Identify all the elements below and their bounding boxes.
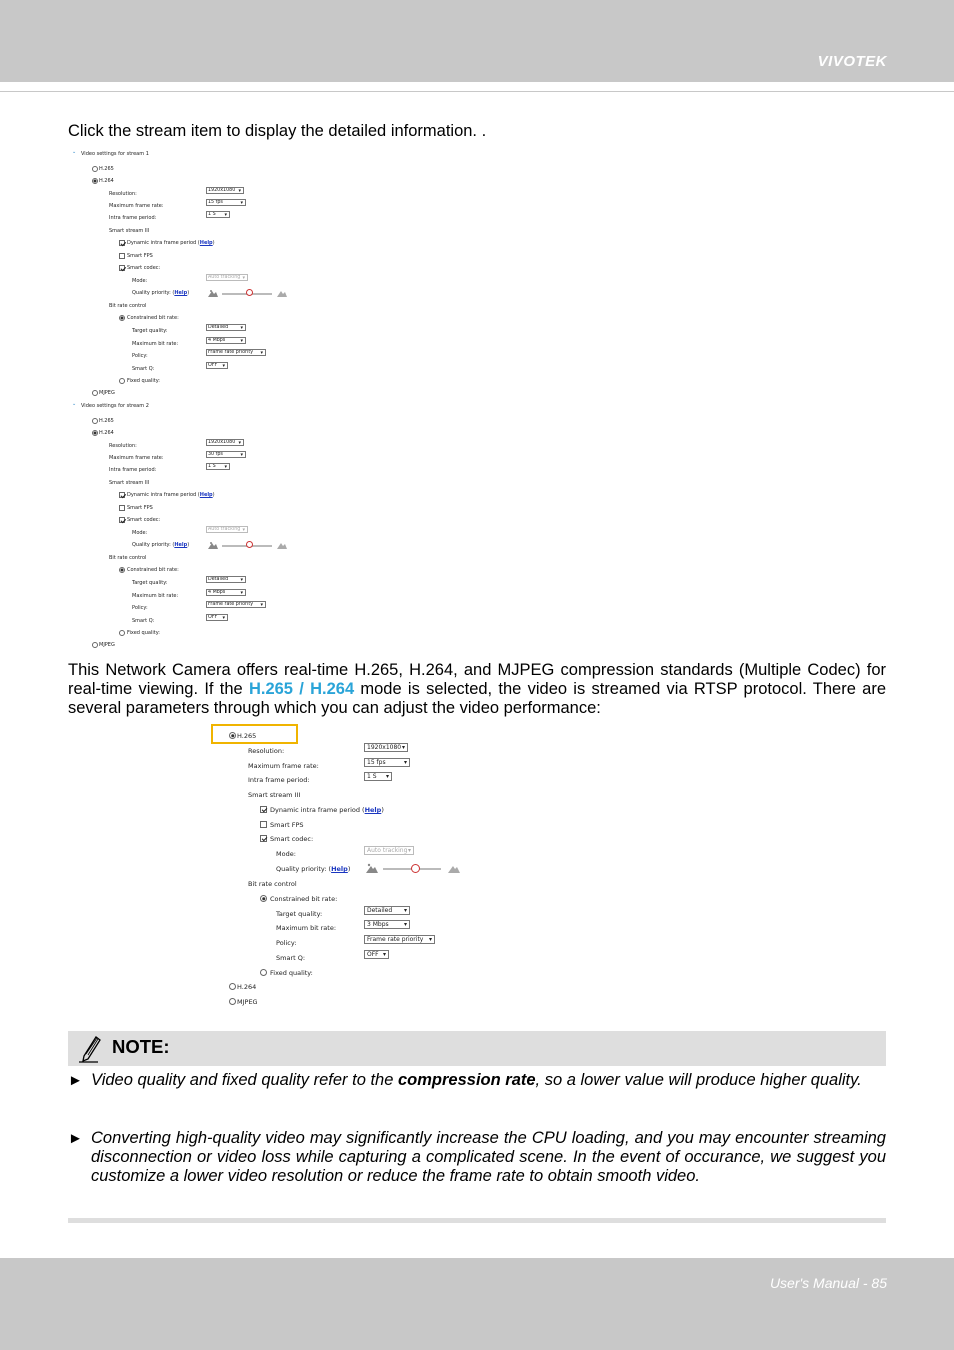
chevron-down-icon: ▾ (238, 188, 241, 194)
chevron-down-icon: ▾ (407, 847, 411, 854)
chevron-down-icon: ▾ (240, 452, 243, 458)
chevron-down-icon: ▾ (240, 577, 243, 583)
mountain-small-icon (208, 289, 218, 297)
bottom-divider (68, 1218, 886, 1223)
chevron-down-icon: ▾ (224, 464, 227, 470)
smart-codec-label: Smart codec: (127, 265, 161, 271)
smart-q-select[interactable]: OFF ▾ (364, 950, 389, 959)
policy-label: Policy: (132, 605, 148, 611)
frame-rate-select[interactable]: 30 fps ▾ (206, 451, 246, 458)
help-link[interactable]: Help (331, 865, 348, 873)
h265-label: H.265 (99, 166, 114, 172)
resolution-label: Resolution: (248, 747, 285, 755)
header-divider (0, 91, 954, 92)
policy-select[interactable]: Frame rate priority ▾ (206, 349, 266, 356)
quality-priority-label: Quality priority: (Help) (132, 542, 190, 548)
dynamic-intra-label: Dynamic intra frame period (Help) (127, 492, 215, 498)
frame-rate-select[interactable]: 15 fps ▾ (206, 199, 246, 206)
chevron-down-icon: ▾ (222, 615, 225, 621)
constrained-bit-rate-radio[interactable] (260, 895, 267, 902)
smart-fps-label: Smart FPS (270, 821, 304, 829)
note-bar (68, 1031, 886, 1066)
mode-select[interactable]: Auto tracking ▾ (206, 274, 248, 281)
slider-handle[interactable] (246, 541, 253, 548)
frame-rate-label: Maximum frame rate: (109, 455, 164, 461)
smart-codec-label: Smart codec: (127, 517, 161, 523)
chevron-down-icon: ▾ (260, 602, 263, 608)
frame-rate-select[interactable]: 15 fps ▾ (364, 758, 410, 767)
stream2-title[interactable]: Video settings for stream 2 (81, 403, 149, 409)
h264-radio[interactable] (92, 178, 98, 184)
target-quality-select[interactable]: Detailed ▾ (206, 324, 246, 331)
smart-q-label: Smart Q: (132, 618, 155, 624)
h264-radio[interactable] (229, 983, 236, 990)
chevron-down-icon: ▾ (403, 907, 407, 914)
quality-priority-label: Quality priority: (Help) (276, 865, 351, 873)
target-quality-label: Target quality: (132, 580, 168, 586)
mjpeg-label: MJPEG (237, 998, 258, 1006)
mode-select[interactable]: Auto tracking ▾ (364, 846, 414, 855)
intra-period-label: Intra frame period: (248, 776, 310, 784)
chevron-down-icon[interactable]: ⌄ (72, 401, 77, 407)
h264-label: H.264 (237, 983, 257, 991)
dynamic-intra-checkbox[interactable] (260, 806, 267, 813)
fixed-quality-label: Fixed quality: (270, 969, 313, 977)
intra-period-label: Intra frame period: (109, 467, 157, 473)
page-number: User's Manual - 85 (769, 1275, 887, 1291)
bullet-arrow-icon: ► (68, 1072, 83, 1089)
mountain-large-icon (448, 863, 460, 873)
resolution-select[interactable]: 1920x1080 ▾ (364, 743, 408, 752)
chevron-down-icon: ▾ (242, 275, 245, 281)
smart-stream-label: Smart stream III (109, 228, 150, 234)
intra-period-label: Intra frame period: (109, 215, 157, 221)
page-footer (0, 1258, 954, 1350)
h265-radio[interactable] (92, 418, 98, 424)
slider-handle[interactable] (246, 289, 253, 296)
description-paragraph: This Network Camera offers real-time H.265, H.264, and MJPEG compression standards (Multiple Codec) for real-time viewing. If the H.265 / H.264 mode is selected, the video is streamed via RTSP protocol. There are several parameters through which you can adjust the video performance: (68, 661, 887, 717)
smart-codec-label: Smart codec: (270, 835, 314, 843)
smart-codec-checkbox[interactable] (119, 265, 125, 271)
mountain-large-icon (277, 541, 287, 549)
constrained-bit-rate-radio[interactable] (119, 315, 125, 321)
page-header (0, 0, 954, 82)
h265-radio[interactable] (229, 732, 236, 739)
max-bit-rate-label: Maximum bit rate: (132, 341, 179, 347)
chevron-down-icon: ▾ (403, 921, 407, 928)
h265-label: H.265 (237, 732, 257, 740)
smart-q-select[interactable]: OFF ▾ (206, 614, 228, 621)
note-title: NOTE: (112, 1036, 170, 1057)
fixed-quality-radio[interactable] (119, 378, 125, 384)
intro-text: Click the stream item to display the detailed information. . (68, 122, 487, 140)
policy-label: Policy: (132, 353, 148, 359)
fixed-quality-label: Fixed quality: (127, 630, 160, 636)
note-bullet-2: ► Converting high-quality video may significantly increase the CPU loading, and you may encounter streaming disconnection or video loss while capturing a complicated scene. In the event of occurance, we suggest you customize a lower video resolution or reduce the frame rate to obtain smooth video. (68, 1129, 886, 1185)
chevron-down-icon: ▾ (224, 212, 227, 218)
help-link[interactable]: Help (199, 492, 213, 498)
constrained-bit-rate-label: Constrained bit rate: (127, 315, 179, 321)
intra-period-select[interactable]: 1 S ▾ (206, 211, 230, 218)
h264-label: H.264 (99, 430, 114, 436)
fixed-quality-radio[interactable] (260, 969, 267, 976)
bit-rate-control-label: Bit rate control (248, 880, 297, 888)
chevron-down-icon: ▾ (260, 350, 263, 356)
smart-q-label: Smart Q: (132, 366, 155, 372)
mjpeg-label: MJPEG (99, 390, 115, 396)
smart-stream-label: Smart stream III (109, 480, 150, 486)
policy-select[interactable]: Frame rate priority ▾ (206, 601, 266, 608)
mountain-large-icon (277, 289, 287, 297)
target-quality-select[interactable]: Detailed ▾ (206, 576, 246, 583)
target-quality-label: Target quality: (276, 910, 323, 918)
mjpeg-radio[interactable] (92, 390, 98, 396)
smart-q-select[interactable]: OFF ▾ (206, 362, 228, 369)
policy-label: Policy: (276, 939, 297, 947)
mjpeg-radio[interactable] (92, 642, 98, 648)
resolution-select[interactable]: 1920x1080 ▾ (206, 439, 244, 446)
slider-handle[interactable] (411, 864, 420, 873)
bit-rate-control-label: Bit rate control (109, 555, 147, 561)
smart-fps-checkbox[interactable] (260, 821, 267, 828)
note-bullet-1: ► Video quality and fixed quality refer to the compression rate, so a lower value will produce higher quality. (68, 1071, 862, 1089)
intra-period-select[interactable]: 1 S ▾ (364, 772, 392, 781)
help-link[interactable]: Help (174, 290, 188, 296)
constrained-bit-rate-label: Constrained bit rate: (127, 567, 179, 573)
chevron-down-icon: ▾ (428, 936, 432, 943)
smart-fps-label: Smart FPS (127, 505, 153, 511)
mode-label: Mode: (132, 530, 148, 536)
constrained-bit-rate-radio[interactable] (119, 567, 125, 573)
h265-label: H.265 (99, 418, 114, 424)
mode-label: Mode: (132, 278, 148, 284)
max-bit-rate-label: Maximum bit rate: (132, 593, 179, 599)
chevron-down-icon: ▾ (385, 773, 389, 780)
constrained-bit-rate-label: Constrained bit rate: (270, 895, 338, 903)
codec-highlight: H.265 / H.264 (248, 680, 355, 698)
h264-label: H.264 (99, 178, 114, 184)
max-bit-rate-label: Maximum bit rate: (276, 924, 337, 932)
smart-stream-label: Smart stream III (248, 791, 301, 799)
help-link[interactable]: Help (199, 240, 213, 246)
quality-priority-label: Quality priority: (Help) (132, 290, 190, 296)
help-link[interactable]: Help (364, 806, 382, 814)
fixed-quality-label: Fixed quality: (127, 378, 160, 384)
chevron-down-icon: ▾ (240, 200, 243, 206)
chevron-down-icon: ▾ (403, 759, 407, 766)
smart-codec-checkbox[interactable] (119, 517, 125, 523)
resolution-select[interactable]: 1920x1080 ▾ (206, 187, 244, 194)
mountain-small-icon (366, 863, 378, 873)
h264-radio[interactable] (92, 430, 98, 436)
fixed-quality-radio[interactable] (119, 630, 125, 636)
smart-q-label: Smart Q: (276, 954, 306, 962)
smart-fps-checkbox[interactable] (119, 505, 125, 511)
policy-select[interactable]: Frame rate priority ▾ (364, 935, 435, 944)
chevron-down-icon: ▾ (240, 325, 243, 331)
mode-label: Mode: (276, 850, 296, 858)
dynamic-intra-label: Dynamic intra frame period (Help) (127, 240, 215, 246)
max-bit-rate-select[interactable]: 4 Mbps ▾ (206, 589, 246, 596)
frame-rate-label: Maximum frame rate: (248, 762, 319, 770)
intra-period-select[interactable]: 1 S ▾ (206, 463, 230, 470)
h265-radio[interactable] (92, 166, 98, 172)
bullet-arrow-icon: ► (68, 1130, 83, 1147)
bit-rate-control-label: Bit rate control (109, 303, 147, 309)
mjpeg-radio[interactable] (229, 998, 236, 1005)
brand-logo-text: VIVOTEK (817, 53, 887, 70)
resolution-label: Resolution: (109, 191, 137, 197)
chevron-down-icon: ▾ (238, 440, 241, 446)
dynamic-intra-checkbox[interactable] (119, 492, 125, 498)
chevron-down-icon: ▾ (242, 527, 245, 533)
chevron-down-icon: ▾ (240, 338, 243, 344)
mode-select[interactable]: Auto tracking ▾ (206, 526, 248, 533)
smart-codec-checkbox[interactable] (260, 835, 267, 842)
chevron-down-icon: ▾ (401, 744, 405, 751)
frame-rate-label: Maximum frame rate: (109, 203, 164, 209)
max-bit-rate-select[interactable]: 4 Mbps ▾ (206, 337, 246, 344)
smart-fps-label: Smart FPS (127, 253, 153, 259)
target-quality-label: Target quality: (132, 328, 168, 334)
target-quality-select[interactable]: Detailed ▾ (364, 906, 410, 915)
help-link[interactable]: Help (174, 542, 188, 548)
chevron-down-icon: ▾ (382, 951, 386, 958)
chevron-down-icon[interactable]: ⌄ (72, 149, 77, 155)
resolution-label: Resolution: (109, 443, 137, 449)
pencil-icon (76, 1034, 102, 1064)
max-bit-rate-select[interactable]: 3 Mbps ▾ (364, 920, 410, 929)
stream1-title[interactable]: Video settings for stream 1 (81, 151, 149, 157)
dynamic-intra-label: Dynamic intra frame period (Help) (270, 806, 384, 814)
chevron-down-icon: ▾ (222, 363, 225, 369)
mjpeg-label: MJPEG (99, 642, 115, 648)
dynamic-intra-checkbox[interactable] (119, 240, 125, 246)
smart-fps-checkbox[interactable] (119, 253, 125, 259)
mountain-small-icon (208, 541, 218, 549)
chevron-down-icon: ▾ (240, 590, 243, 596)
